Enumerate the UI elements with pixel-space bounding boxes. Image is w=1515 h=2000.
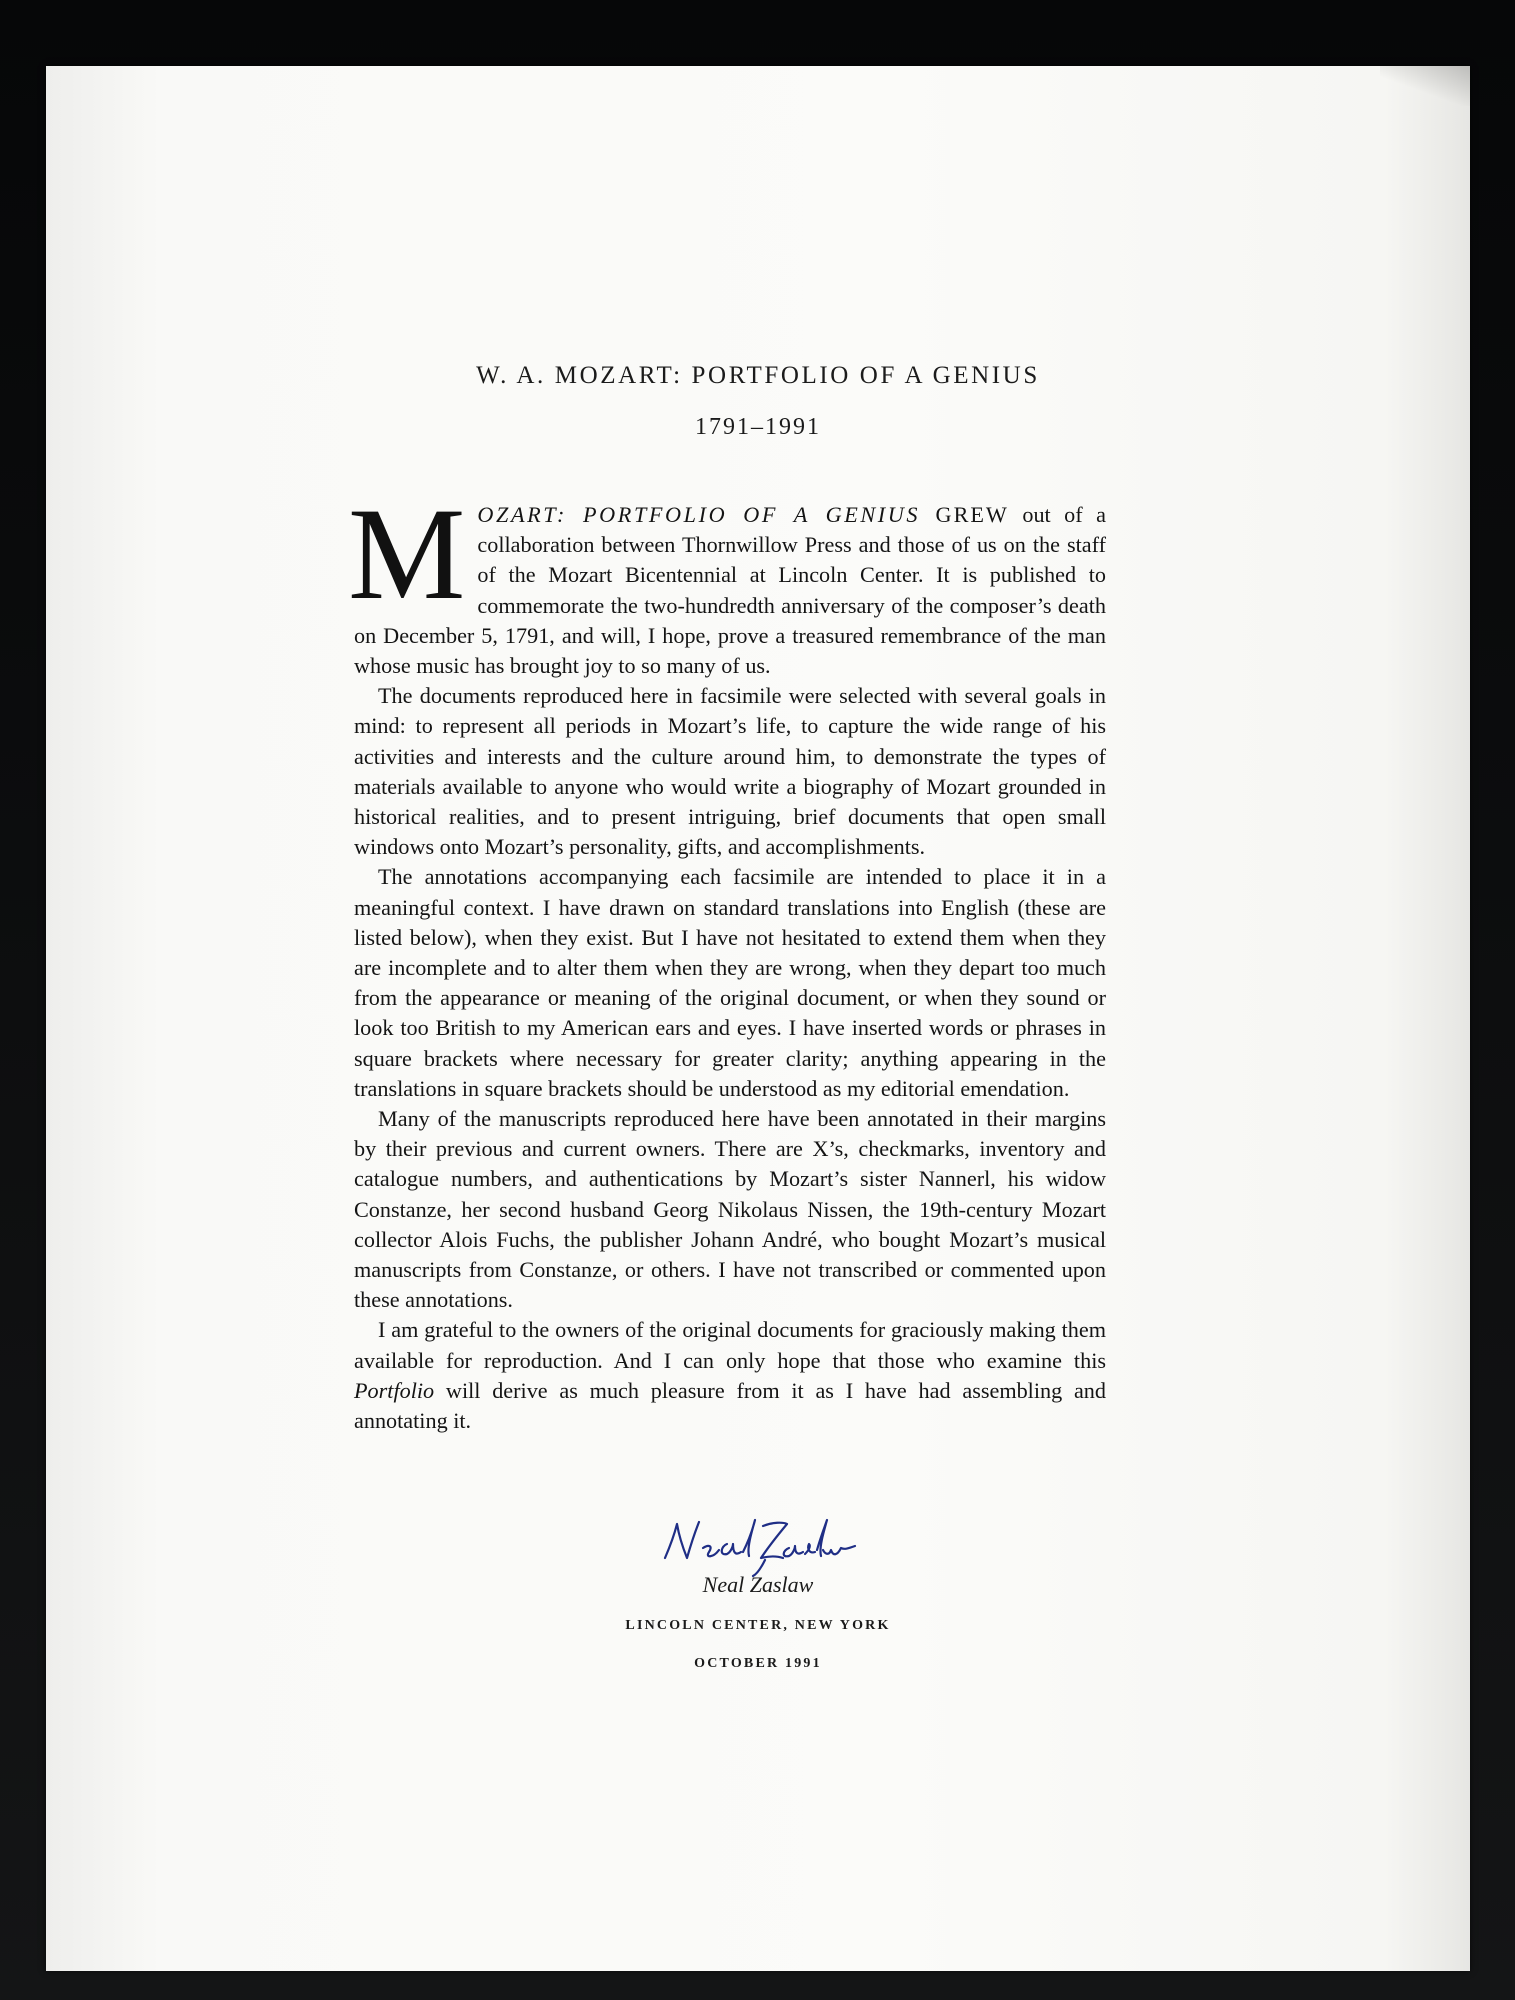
page-curl-shadow: [1380, 66, 1470, 106]
printed-page: [46, 66, 1470, 1971]
lead-end: GREW: [920, 502, 1009, 527]
closing-italic: Portfolio: [354, 1377, 435, 1403]
paragraph-closing: [354, 1315, 1106, 1436]
closing-text-before: I am grateful to the owners of the original documents for graciously making them available for reproduction. And I can only hope that those who examine this: [354, 1317, 1106, 1373]
drop-cap: M: [348, 480, 466, 627]
intro-text: out of a collaboration between Thornwillow Press and those of us on the staff of the Mozart Bicentennial at Lincoln Center. It is published to commemorate the two-hundredth anniversary of the composer’s death on December 5, 1791, and will, I hope, prove a treasured remembrance of the man whose music has brought joy to so many of us.: [354, 502, 1106, 679]
intro-paragraph: [348, 480, 1106, 681]
date-range: 1791–1991: [695, 414, 821, 440]
paragraph-manuscripts: Many of the manuscripts reproduced here have been annotated in their margins by their previous and current owners. There are X’s, checkmarks, inventory and catalogue numbers, and authentications by Mozart’s sister Nannerl, his widow Constanze, her second husband Georg Nikolaus Nissen, the 19th-century Mozart collector Alois Fuchs, the publisher Johann André, who bought Mozart’s musical manuscripts from Constanze, or others. I have not transcribed or commented upon these annotations.: [354, 1106, 1106, 1313]
closing-text-after: will derive as much pleasure from it as I have had assembling and annotating it.: [354, 1377, 1106, 1434]
lead-caps: OZART: PORTFOLIO OF A GENIUS: [477, 502, 921, 527]
paragraph-annotations: The annotations accompanying each facsimile are intended to place it in a meaningful context. I have drawn on standard translations into English (these are listed below), when they exist. But I have not hesitated to extend them when they are incomplete and to alter them when they are wrong, when they depart too much from the appearance or meaning of the original document, or when they sound or look too British to my American ears and eyes. I have inserted words or phrases in square brackets where necessary for greater clarity; anything appearing in the translations in square brackets should be understood as my editorial emendation.: [354, 864, 1106, 1101]
place-line: LINCOLN CENTER, NEW YORK: [625, 1618, 891, 1633]
handwritten-signature: [657, 1514, 857, 1578]
signatory-name: Neal Zaslaw: [702, 1572, 814, 1597]
page-title: W. A. MOZART: PORTFOLIO OF A GENIUS: [476, 362, 1040, 389]
date-line: OCTOBER 1991: [694, 1656, 822, 1671]
paragraph-goals: The documents reproduced here in facsimile were selected with several goals in mind: to represent all periods in Mozart’s life, to capture the wide range of his activities and interests and the culture around him, to demonstrate the types of materials available to anyone who would write a biography of Mozart grounded in historical realities, and to present intriguing, brief documents that open small windows onto Mozart’s personality, gifts, and accomplishments.: [354, 683, 1106, 860]
body-text: [348, 480, 1106, 1436]
